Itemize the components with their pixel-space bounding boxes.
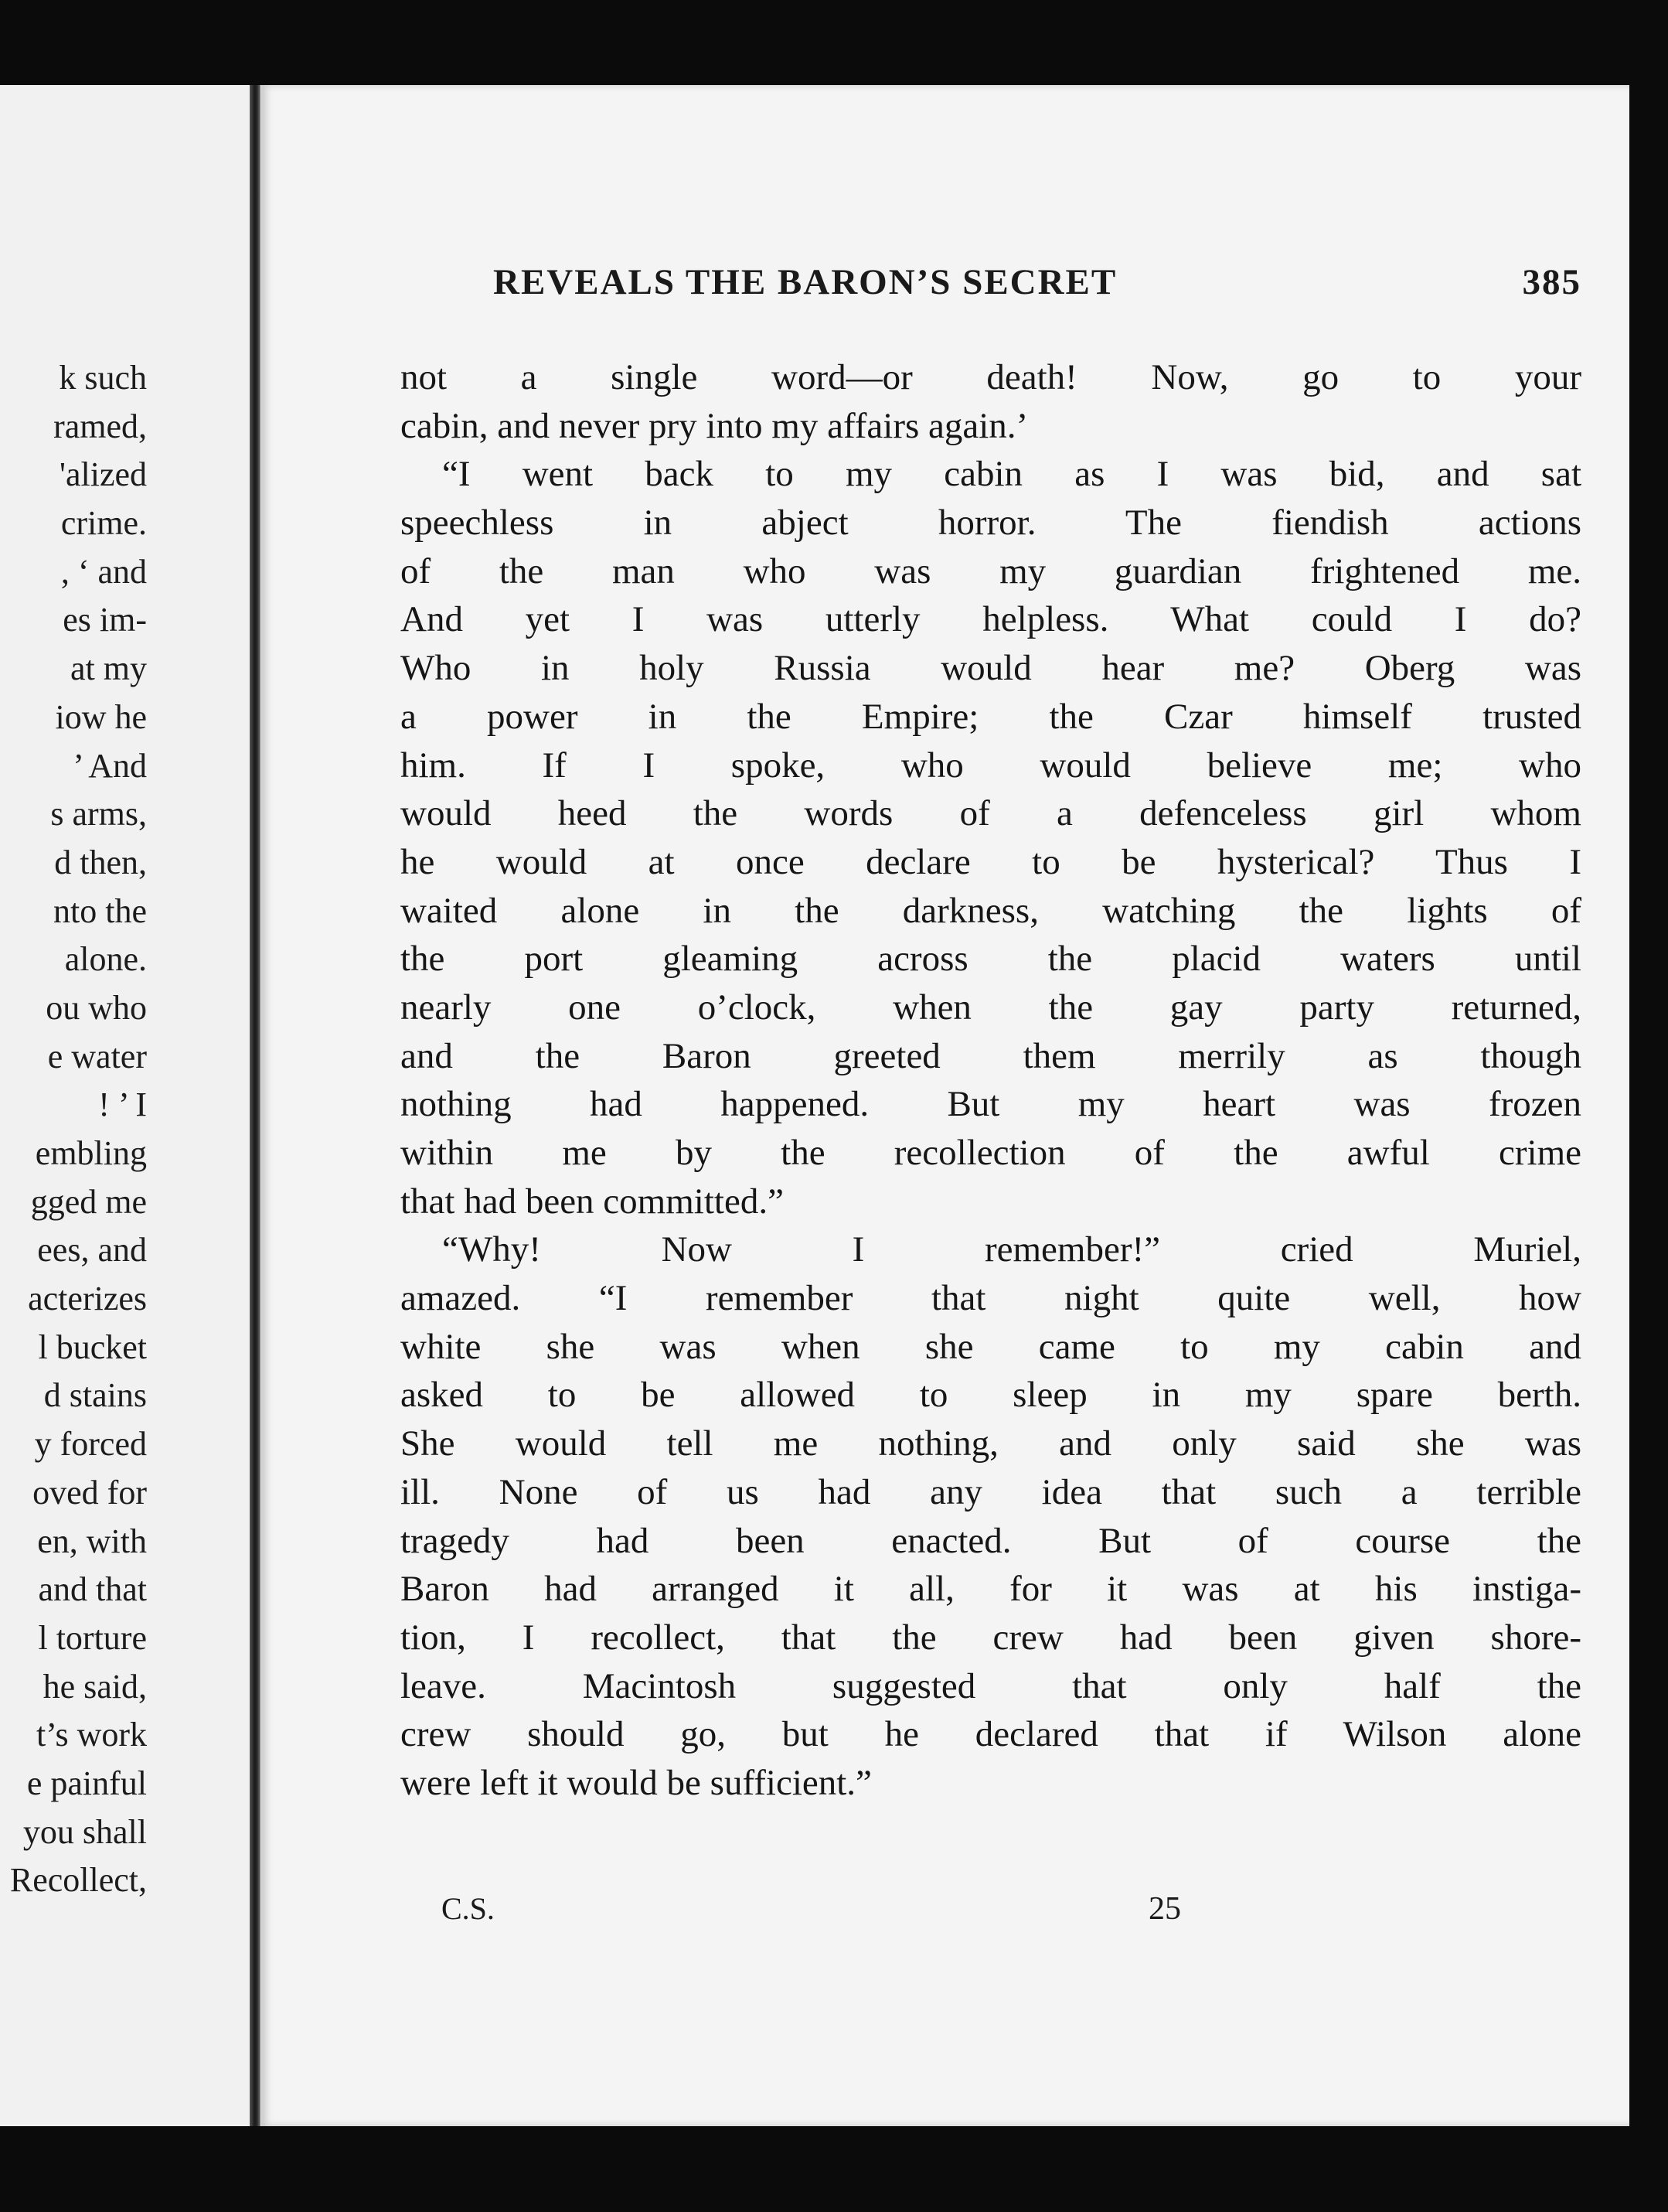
book-gutter <box>250 85 260 2126</box>
text-line: cabin, and never pry into my affairs again.’ <box>400 405 1029 446</box>
text-line: Who in holy Russia would hear me? Oberg was <box>400 648 1581 689</box>
text-line: waited alone in the darkness, watching the lights of <box>400 890 1581 931</box>
running-head-title: REVEALS THE BARON’S SECRET <box>493 262 1118 302</box>
page-number: 385 <box>1522 262 1581 302</box>
text-line: white she was when she came to my cabin and <box>400 1326 1581 1367</box>
text-line: asked to be allowed to sleep in my spare berth. <box>400 1375 1581 1416</box>
previous-page-line: l bucket <box>38 1328 147 1366</box>
previous-page-line: crime. <box>60 504 147 543</box>
text-line: speechless in abject horror. The fiendish actions <box>400 503 1581 544</box>
text-line: he would at once declare to be hysterical? Thus I <box>400 841 1581 882</box>
previous-page-line: d stains <box>43 1376 147 1415</box>
text-line: would heed the words of a defenceless girl whom <box>400 793 1581 834</box>
previous-page-line: he said, <box>43 1667 147 1706</box>
previous-page-text-fragments <box>0 354 147 1905</box>
text-line: tion, I recollect, that the crew had been given shore- <box>400 1617 1581 1658</box>
text-line: She would tell me nothing, and only said she was <box>400 1423 1581 1464</box>
text-line: not a single word—or death! Now, go to your <box>400 357 1581 397</box>
previous-page-line: e painful <box>26 1764 147 1802</box>
previous-page-line: alone. <box>64 940 147 979</box>
previous-page-line: s arms, <box>50 795 147 833</box>
text-line: him. If I spoke, who would believe me; who <box>400 745 1581 786</box>
text-line: tragedy had been enacted. But of course the <box>400 1520 1581 1561</box>
text-line: nothing had happened. But my heart was frozen <box>400 1084 1581 1125</box>
text-line: were left it would be sufficient.” <box>400 1762 872 1803</box>
current-page <box>261 85 1629 2126</box>
text-line: leave. Macintosh suggested that only half the <box>400 1665 1581 1706</box>
previous-page-line: 'alized <box>60 455 147 494</box>
text-line: “Why! Now I remember!” cried Muriel, <box>442 1229 1581 1270</box>
previous-page-line: l torture <box>38 1618 147 1657</box>
text-line: a power in the Empire; the Czar himself trusted <box>400 696 1581 737</box>
previous-page-line: en, with <box>37 1522 147 1560</box>
signature-mark: C.S. <box>441 1891 495 1926</box>
previous-page-line: ! ’ I <box>98 1086 147 1124</box>
text-line: And yet I was utterly helpless. What could I do? <box>400 599 1581 640</box>
previous-page-line: embling <box>35 1134 147 1172</box>
scan-border <box>1629 85 1668 2157</box>
text-line: ill. None of us had any idea that such a terrible <box>400 1471 1581 1512</box>
previous-page-line: t’s work <box>36 1716 147 1754</box>
text-line: crew should go, but he declared that if Wilson alone <box>400 1714 1581 1755</box>
previous-page-line: oved for <box>32 1473 147 1512</box>
previous-page-line: es im- <box>63 601 147 639</box>
previous-page-line: ’ And <box>73 746 147 785</box>
previous-page-line: acterizes <box>28 1280 147 1318</box>
text-line: and the Baron greeted them merrily as though <box>400 1035 1581 1076</box>
previous-page-line: ou who <box>46 988 147 1027</box>
previous-page-line: iow he <box>55 697 147 736</box>
text-line: of the man who was my guardian frightened me. <box>400 550 1581 591</box>
text-line: the port gleaming across the placid waters until <box>400 939 1581 980</box>
previous-page-line: , ‘ and <box>60 552 147 591</box>
previous-page-line: Recollect, <box>9 1861 147 1900</box>
previous-page-line: you shall <box>22 1812 147 1851</box>
page-body-text <box>400 353 1581 1808</box>
text-line: nearly one o’clock, when the gay party returned, <box>400 987 1581 1028</box>
previous-page-line: e water <box>47 1037 147 1075</box>
text-line: “I went back to my cabin as I was bid, and sat <box>442 454 1581 495</box>
previous-page-line: ramed, <box>53 407 147 445</box>
text-line: that had been committed.” <box>400 1181 784 1222</box>
previous-page-line: d then, <box>54 843 147 881</box>
previous-page-line: ees, and <box>37 1231 147 1270</box>
sheet-number: 25 <box>1149 1891 1181 1927</box>
previous-page-line: k such <box>59 359 147 397</box>
previous-page-line: y forced <box>34 1425 147 1464</box>
text-line: within me by the recollection of the awful crime <box>400 1133 1581 1173</box>
previous-page-line: at my <box>70 649 147 688</box>
previous-page-line: gged me <box>30 1182 147 1221</box>
previous-page-line: nto the <box>53 891 147 930</box>
previous-page <box>0 85 261 2126</box>
text-line: Baron had arranged it all, for it was at his instiga- <box>400 1569 1581 1610</box>
text-line: amazed. “I remember that night quite well, how <box>400 1278 1581 1319</box>
previous-page-line: and that <box>38 1570 147 1609</box>
